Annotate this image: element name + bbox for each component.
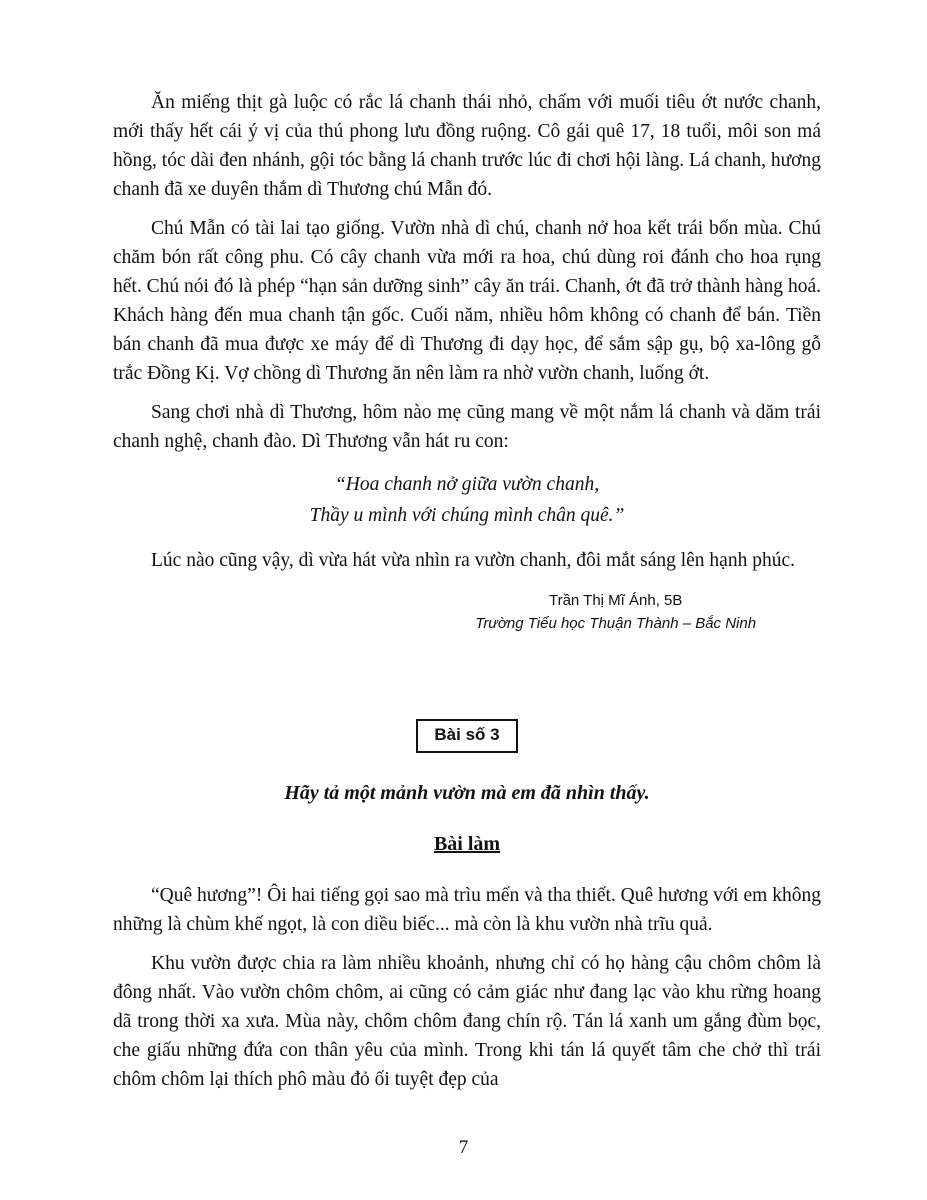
school-name: Trường Tiểu học Thuận Thành – Bắc Ninh — [475, 615, 757, 632]
essay-paragraph: “Quê hương”! Ôi hai tiếng gọi sao mà trìu mến và tha thiết. Quê hương với em không những là chùm khế ngọt, là con diều biếc... mà còn là khu vườn nhà trĩu quả. — [113, 885, 821, 935]
page-content — [113, 88, 821, 1094]
poem-quote — [113, 470, 821, 530]
page-number: 7 — [458, 1137, 469, 1158]
essay-heading-text: Bài làm — [433, 833, 501, 855]
lesson-badge-wrap — [113, 719, 821, 753]
story-paragraph: Sang chơi nhà dì Thương, hôm nào mẹ cũng mang về một nắm lá chanh và dăm trái chanh nghệ, chanh đào. Dì Thương vẫn hát ru con: — [113, 402, 821, 452]
poem-line: “Hoa chanh nở giữa vườn chanh, — [334, 474, 600, 495]
essay-heading — [113, 830, 821, 859]
poem-line: Thầy u mình với chúng mình chân quê.” — [309, 505, 625, 526]
story-paragraph: Lúc nào cũng vậy, dì vừa hát vừa nhìn ra vườn chanh, đôi mắt sáng lên hạnh phúc. — [151, 550, 795, 571]
essay-paragraph: Khu vườn được chia ra làm nhiều khoảnh, nhưng chỉ có họ hàng cậu chôm chôm là đông nhất. Vào vườn chôm chôm, ai cũng có cảm giác như đang lạc vào khu rừng hoang dã trong thời xa xưa. Mùa này, chôm chôm đang chín rộ. Tán lá xanh um gắng đùm bọc, che giấu những đứa con thân yêu của mình. Trong khi tán lá quyết tâm che chở thì trái chôm chôm lại thích phô màu đỏ ối tuyệt đẹp của — [113, 953, 821, 1090]
story-paragraph: Chú Mẫn có tài lai tạo giống. Vườn nhà dì chú, chanh nở hoa kết trái bốn mùa. Chú chăm bón rất công phu. Có cây chanh vừa mới ra hoa, chú dùng roi đánh cho hoa rụng hết. Chú nói đó là phép “hạn sản dưỡng sinh” cây ăn trái. Chanh, ớt đã trở thành hàng hoá. Khách hàng đến mua chanh tận gốc. Cuối năm, nhiều hôm không có chanh để bán. Tiền bán chanh đã mua được xe máy để dì Thương đi dạy học, để sắm sập gụ, bộ xa-lông gỗ trắc Đồng Kị. Vợ chồng dì Thương ăn nên làm ra nhờ vườn chanh, luống ớt. — [113, 218, 821, 384]
author-name: Trần Thị Mĩ Ánh, 5B — [548, 592, 683, 609]
essay-prompt-title: Hãy tả một mảnh vườn mà em đã nhìn thấy. — [284, 782, 650, 804]
story-paragraph: Ăn miếng thịt gà luộc có rắc lá chanh thái nhỏ, chấm với muối tiêu ớt nước chanh, mới thấy hết cái ý vị của thú phong lưu đồng ruộng. Cô gái quê 17, 18 tuổi, môi son má hồng, tóc dài đen nhánh, gội tóc bằng lá chanh trước lúc đi chơi hội làng. Lá chanh, hương chanh đã xe duyên thắm dì Thương chú Mẫn đó. — [113, 92, 821, 200]
attribution — [467, 589, 764, 635]
lesson-number-badge: Bài số 3 — [416, 719, 517, 753]
